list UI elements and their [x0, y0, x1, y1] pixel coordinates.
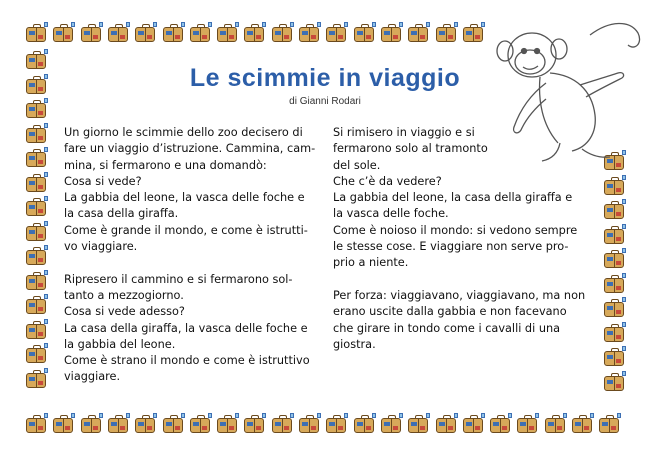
suitcase-icon — [490, 418, 510, 433]
poem-left-column — [64, 125, 326, 386]
poem-line: la gabbia del leone. — [64, 337, 176, 351]
poem-line: La gabbia del leone, la vasca delle foche e — [64, 191, 305, 205]
suitcase-icon — [190, 418, 210, 433]
poem-line: Cosa si vede adesso? — [64, 305, 185, 319]
poem-line: Un giorno le scimmie dello zoo decisero di — [64, 126, 303, 139]
suitcase-icon — [604, 180, 624, 195]
suitcase-icon — [436, 418, 456, 433]
poem-line: Ripresero il cammino e si fermarono sol- — [64, 272, 293, 286]
poem-line: la casa della giraffa. — [64, 207, 179, 221]
suitcase-icon — [463, 418, 483, 433]
suitcase-icon — [354, 27, 374, 42]
poem-line: La gabbia del leone, la casa della giraffa e — [333, 191, 573, 205]
suitcase-icon — [81, 418, 101, 433]
poem-line: fare un viaggio d’istruzione. Cammina, cam- — [64, 142, 316, 156]
poem-line: giostra. — [333, 337, 376, 351]
poem-line: Come è strano il mondo e come è istruttivo — [64, 354, 310, 368]
author-line: di Gianni Rodari — [289, 96, 361, 107]
poem-line: fermarono solo al tramonto — [333, 142, 488, 156]
suitcase-icon — [217, 418, 237, 433]
poem-line: Come è grande il mondo, e come è istrutti- — [64, 223, 308, 237]
poem-line: le stesse cose. E viaggiare non serve pro- — [333, 240, 569, 254]
suitcase-icon — [604, 376, 624, 391]
suitcase-icon — [604, 204, 624, 219]
suitcase-icon — [53, 418, 73, 433]
poem-line: che girare in tondo come i cavalli di una — [333, 321, 561, 335]
suitcase-icon — [408, 27, 428, 42]
poem-line: Che c’è da vedere? — [333, 174, 442, 188]
suitcase-icon — [163, 418, 183, 433]
suitcase-icon — [26, 373, 46, 388]
poem-line: erano uscite dalla gabbia e non facevano — [333, 305, 567, 319]
suitcase-icon — [26, 226, 46, 241]
suitcase-icon — [381, 27, 401, 42]
suitcase-icon — [272, 27, 292, 42]
suitcase-icon — [545, 418, 565, 433]
poem-line: tanto a mezzogiorno. — [64, 288, 184, 302]
poem-line: mina, si fermarono e una domandò: — [64, 158, 267, 172]
suitcase-icon — [604, 327, 624, 342]
poem-line: Come è noioso il mondo: si vedono sempre — [333, 223, 578, 237]
suitcase-icon — [190, 27, 210, 42]
poem-line: del sole. — [333, 158, 381, 172]
suitcase-icon — [26, 250, 46, 265]
suitcase-icon — [599, 418, 619, 433]
suitcase-icon — [217, 27, 237, 42]
suitcase-icon — [408, 418, 428, 433]
page-title: Le scimmie in viaggio — [189, 64, 461, 92]
stanza-gap — [333, 272, 595, 288]
suitcase-icon — [26, 348, 46, 363]
suitcase-icon — [108, 418, 128, 433]
poem-line: prio a niente. — [333, 256, 409, 270]
suitcase-icon — [26, 201, 46, 216]
suitcase-icon — [26, 27, 46, 42]
suitcase-icon — [26, 177, 46, 192]
poem-line: La casa della giraffa, la vasca delle foche e — [64, 321, 308, 335]
suitcase-icon — [572, 418, 592, 433]
suitcase-icon — [604, 253, 624, 268]
suitcase-icon — [26, 324, 46, 339]
suitcase-icon — [354, 418, 374, 433]
poem-line: Per forza: viaggiavano, viaggiavano, ma non — [333, 288, 586, 302]
suitcase-icon — [26, 275, 46, 290]
suitcase-icon — [163, 27, 183, 42]
suitcase-icon — [135, 418, 155, 433]
poem-line: Si rimisero in viaggio e si — [333, 126, 475, 139]
suitcase-icon — [326, 27, 346, 42]
suitcase-icon — [272, 418, 292, 433]
suitcase-icon — [26, 299, 46, 314]
suitcase-icon — [135, 27, 155, 42]
suitcase-icon — [244, 27, 264, 42]
suitcase-icon — [517, 418, 537, 433]
suitcase-icon — [244, 418, 264, 433]
suitcase-icon — [26, 128, 46, 143]
suitcase-icon — [299, 418, 319, 433]
poem-line: vo viaggiare. — [64, 240, 138, 254]
poem-right-column — [333, 125, 595, 353]
suitcase-icon — [26, 418, 46, 433]
suitcase-icon — [436, 27, 456, 42]
stanza-gap — [64, 255, 326, 271]
suitcase-icon — [604, 229, 624, 244]
suitcase-icon — [81, 27, 101, 42]
suitcase-icon — [381, 418, 401, 433]
poem-line: Cosa si vede? — [64, 174, 142, 188]
suitcase-icon — [53, 27, 73, 42]
suitcase-icon — [326, 418, 346, 433]
poem-line: viaggiare. — [64, 370, 121, 384]
suitcase-icon — [604, 278, 624, 293]
suitcase-icon — [108, 27, 128, 42]
poem-line: la vasca delle foche. — [333, 207, 449, 221]
suitcase-icon — [26, 152, 46, 167]
suitcase-icon — [299, 27, 319, 42]
suitcase-icon — [604, 351, 624, 366]
suitcase-icon — [604, 302, 624, 317]
